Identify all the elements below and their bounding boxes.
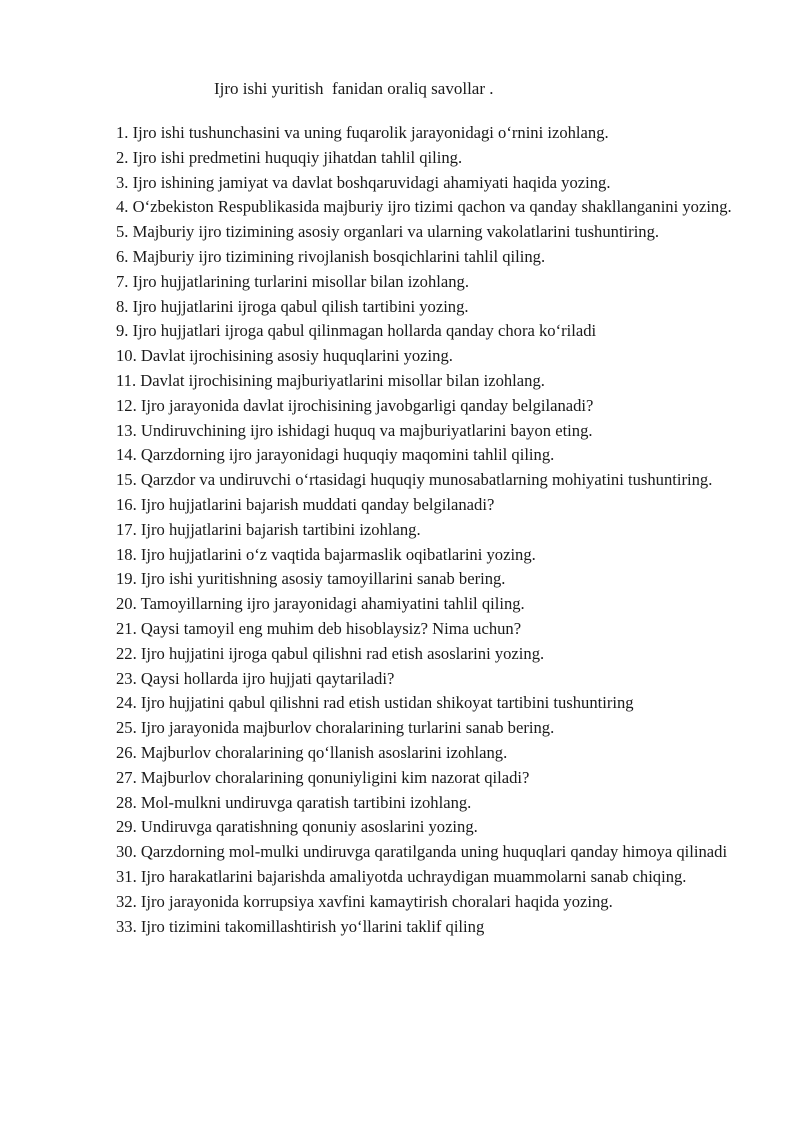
question-item: 6. Majburiy ijro tizimining rivojlanish bosqichlarini tahlil qiling. <box>116 246 546 266</box>
question-item: 32. Ijro jarayonida korrupsiya xavfini kamaytirish choralari haqida yozing. <box>116 891 613 911</box>
question-item: 2. Ijro ishi predmetini huquqiy jihatdan tahlil qiling. <box>116 147 463 167</box>
question-item: 1. Ijro ishi tushunchasini va uning fuqarolik jarayonidagi o‘rnini izohlang. <box>116 123 609 142</box>
question-item: 24. Ijro hujjatini qabul qilishni rad etish ustidan shikoyat tartibini tushuntiring <box>116 693 634 713</box>
question-item: 18. Ijro hujjatlarini o‘z vaqtida bajarmaslik oqibatlarini yozing. <box>116 544 536 564</box>
question-item: 19. Ijro ishi yuritishning asosiy tamoyillarini sanab bering. <box>116 569 506 589</box>
question-item: 13. Undiruvchining ijro ishidagi huquq va majburiyatlarini bayon eting. <box>116 420 593 440</box>
question-item: 28. Mol-mulkni undiruvga qaratish tartibini izohlang. <box>116 792 472 812</box>
question-item: 5. Majburiy ijro tizimining asosiy organlari va ularning vakolatlarini tushuntiring. <box>116 222 660 242</box>
question-item: 23. Qaysi hollarda ijro hujjati qaytariladi? <box>116 668 395 688</box>
question-item: 27. Majburlov choralarining qonuniyligini kim nazorat qiladi? <box>116 767 530 787</box>
document-title: Ijro ishi yuritish fanidan oraliq savollar . <box>214 79 494 98</box>
question-item: 14. Qarzdorning ijro jarayonidagi huquqiy maqomini tahlil qiling. <box>116 445 555 465</box>
question-list <box>116 121 756 939</box>
question-item: 4. O‘zbekiston Respublikasida majburiy ijro tizimi qachon va qanday shakllanganini yozing. <box>116 197 732 217</box>
question-item: 21. Qaysi tamoyil eng muhim deb hisoblaysiz? Nima uchun? <box>116 618 522 638</box>
question-item: 30. Qarzdorning mol-mulki undiruvga qaratilganda uning huquqlari qanday himoya qilinadi <box>116 842 728 862</box>
question-item: 9. Ijro hujjatlari ijroga qabul qilinmagan hollarda qanday chora ko‘riladi <box>116 321 597 341</box>
question-item: 8. Ijro hujjatlarini ijroga qabul qilish tartibini yozing. <box>116 296 469 316</box>
question-item: 3. Ijro ishining jamiyat va davlat boshqaruvidagi ahamiyati haqida yozing. <box>116 172 611 192</box>
question-item: 22. Ijro hujjatini ijroga qabul qilishni rad etish asoslarini yozing. <box>116 643 545 663</box>
question-item: 15. Qarzdor va undiruvchi o‘rtasidagi huquqiy munosabatlarning mohiyatini tushuntiring. <box>116 470 713 490</box>
question-item: 7. Ijro hujjatlarining turlarini misollar bilan izohlang. <box>116 271 469 291</box>
question-item: 25. Ijro jarayonida majburlov choralarining turlarini sanab bering. <box>116 718 555 738</box>
question-item: 26. Majburlov choralarining qo‘llanish asoslarini izohlang. <box>116 742 508 762</box>
question-item: 31. Ijro harakatlarini bajarishda amaliyotda uchraydigan muammolarni sanab chiqing. <box>116 866 687 886</box>
question-item: 11. Davlat ijrochisining majburiyatlarini misollar bilan izohlang. <box>116 370 545 390</box>
question-item: 10. Davlat ijrochisining asosiy huquqlarini yozing. <box>116 346 453 366</box>
question-item: 20. Tamoyillarning ijro jarayonidagi ahamiyatini tahlil qiling. <box>116 594 525 614</box>
question-item: 12. Ijro jarayonida davlat ijrochisining javobgarligi qanday belgilanadi? <box>116 395 594 415</box>
question-item: 29. Undiruvga qaratishning qonuniy asoslarini yozing. <box>116 817 478 837</box>
question-item: 17. Ijro hujjatlarini bajarish tartibini izohlang. <box>116 519 421 539</box>
question-item: 16. Ijro hujjatlarini bajarish muddati qanday belgilanadi? <box>116 494 495 514</box>
question-item: 33. Ijro tizimini takomillashtirish yo‘llarini taklif qiling <box>116 916 485 936</box>
